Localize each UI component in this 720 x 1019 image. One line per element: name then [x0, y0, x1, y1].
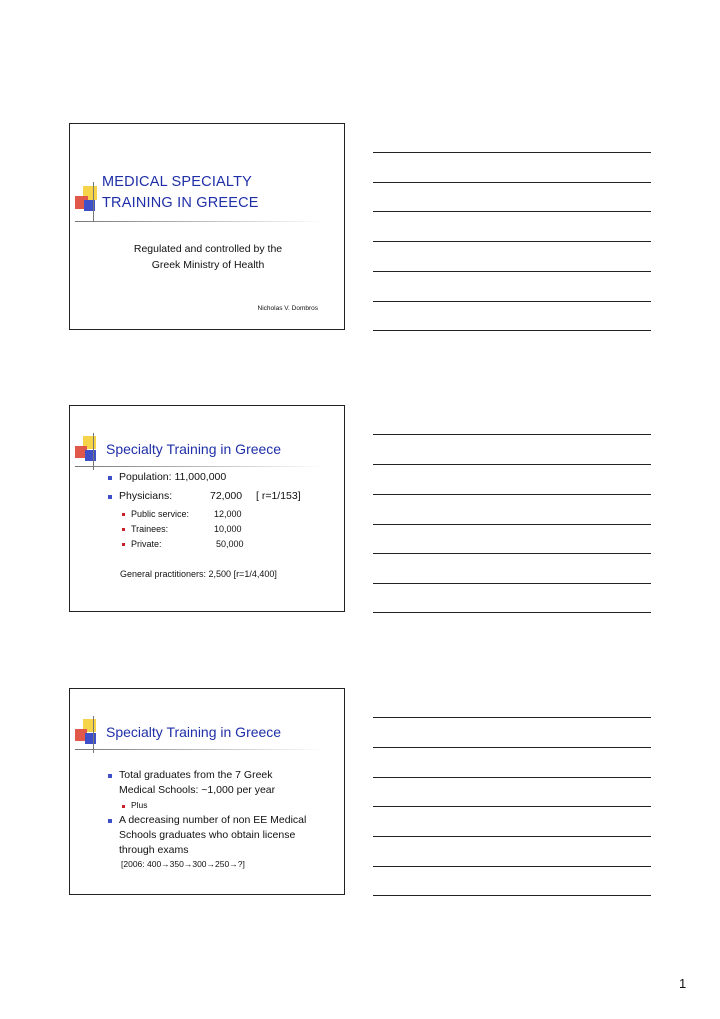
notes-line	[373, 301, 651, 302]
notes-line	[373, 747, 651, 748]
public-service-label: Public service:	[131, 509, 190, 519]
bullet-icon	[108, 774, 112, 778]
private-value: 50,000	[216, 539, 244, 549]
notes-line	[373, 612, 651, 613]
bullet-icon	[108, 476, 112, 480]
notes-line	[373, 211, 651, 212]
slide-3	[69, 688, 345, 895]
sub-bullet-icon	[122, 528, 125, 531]
trend-text: [2006: 400→350→300→250→?]	[121, 859, 245, 869]
population-text: Population: 11,000,000	[119, 471, 227, 483]
notes-line	[373, 464, 651, 465]
page-number: 1	[679, 976, 687, 991]
physicians-ratio: [ r=1/153]	[256, 490, 301, 502]
physicians-value: 72,000	[210, 490, 243, 502]
notes-line	[373, 182, 651, 183]
presentation-title: MEDICAL SPECIALTY TRAINING IN GREECE	[102, 174, 259, 211]
trainees-label: Trainees:	[131, 524, 169, 534]
notes-line	[373, 806, 651, 807]
slide-title: Specialty Training in Greece	[106, 441, 282, 457]
notes-line	[373, 553, 651, 554]
notes-line	[373, 494, 651, 495]
notes-line	[373, 777, 651, 778]
sub-bullet-icon	[122, 805, 125, 808]
slide-title: Specialty Training in Greece	[106, 724, 282, 740]
notes-line	[373, 330, 651, 331]
non-ee-graduates-text: A decreasing number of non EE Medical Schools graduates who obtain license through exams	[119, 814, 307, 856]
notes-line	[373, 895, 651, 896]
general-practitioners-text: General practitioners: 2,500 [r=1/4,400]	[120, 569, 277, 579]
notes-line	[373, 836, 651, 837]
public-service-value: 12,000	[214, 509, 242, 519]
notes-line	[373, 152, 651, 153]
bullet-icon	[108, 819, 112, 823]
sub-bullet-icon	[122, 513, 125, 516]
graduates-text: Total graduates from the 7 Greek Medical Schools: ~1,000 per year	[119, 769, 276, 796]
trainees-value: 10,000	[214, 524, 242, 534]
slide-1	[69, 123, 345, 330]
sub-bullet-icon	[122, 543, 125, 546]
notes-line	[373, 271, 651, 272]
slide-2	[69, 405, 345, 612]
notes-line	[373, 717, 651, 718]
notes-line	[373, 583, 651, 584]
notes-line	[373, 434, 651, 435]
plus-text: Plus	[131, 800, 148, 810]
notes-line	[373, 524, 651, 525]
author-name: Nicholas V. Dombros	[257, 305, 318, 312]
notes-line	[373, 241, 651, 242]
presentation-subtitle: Regulated and controlled by the Greek Ministry of Health	[133, 243, 283, 271]
private-label: Private:	[131, 539, 162, 549]
bullet-icon	[108, 495, 112, 499]
physicians-label: Physicians:	[119, 490, 173, 502]
notes-line	[373, 866, 651, 867]
